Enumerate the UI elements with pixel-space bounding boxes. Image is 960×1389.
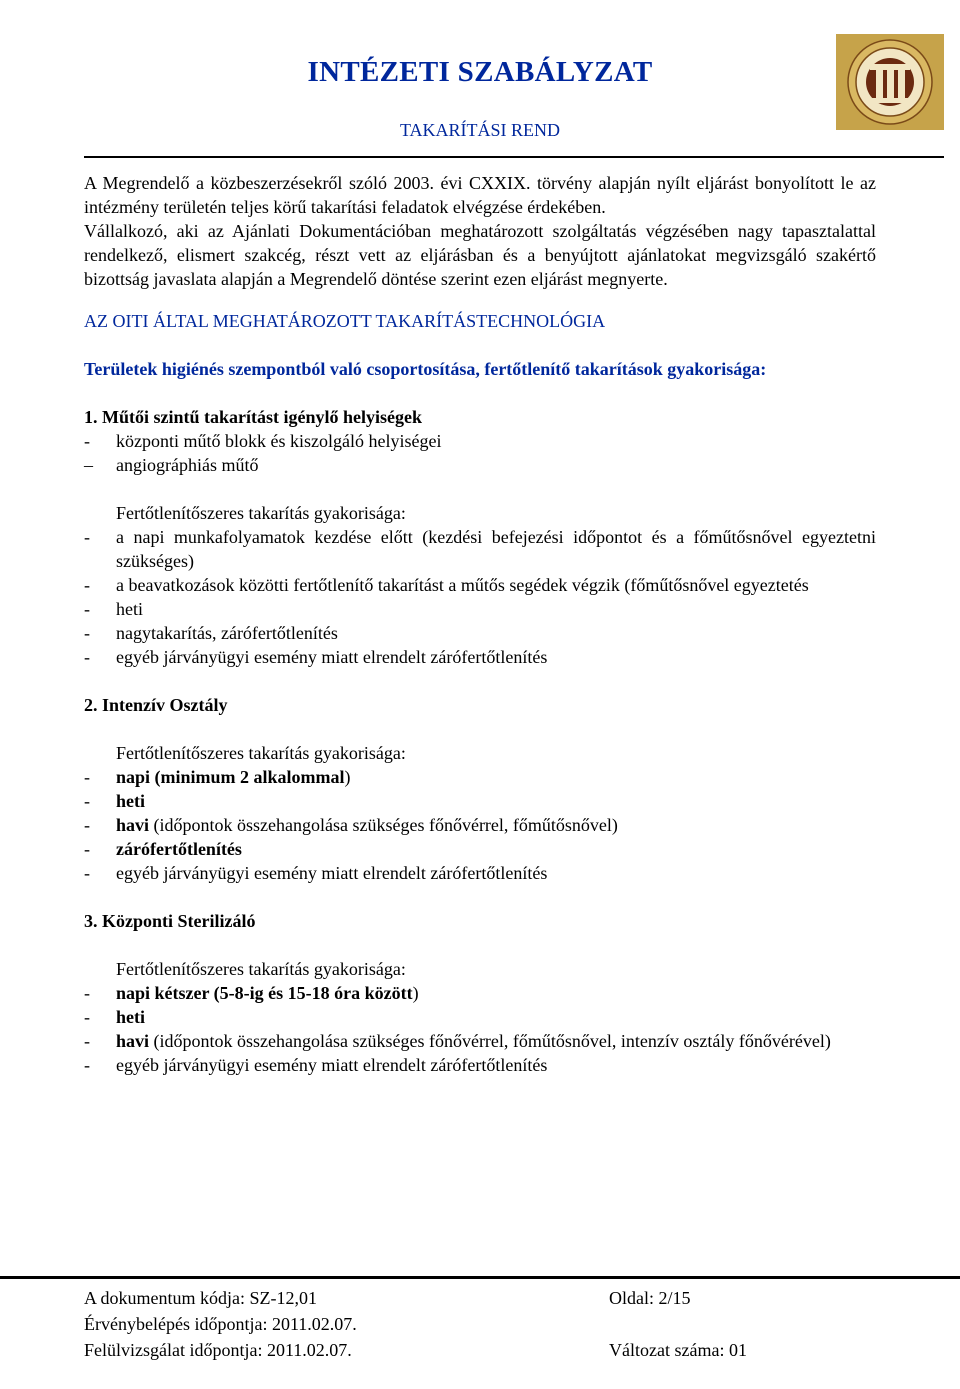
dash-bullet: - [84,815,90,835]
list-item: - egyéb járványügyi esemény miatt elrendelt zárófertőtlenítés [84,863,548,883]
item-3-title [84,909,876,933]
dash-bullet: - [84,863,90,883]
dash-bullet: - [84,839,90,859]
list-item: - központi műtő blokk és kiszolgáló helyiségei [84,431,442,451]
institute-logo [836,34,944,130]
dash-bullet: - [84,599,90,619]
list-item: - zárófertőtlenítés [84,839,242,859]
intro-paragraph-2: Vállalkozó, aki az Ajánlati Dokumentációban meghatározott szolgáltatás végzésében nagy tapasztalattal rendelkező, elismert szakcég, részt vett az eljárásban és a benyújtott ajánlatokat megvizsgáló szakértő bizottság javaslata alapján a Megrendelő döntése szerint ezen eljárást megnyerte. [84,221,876,289]
frequency-list [84,765,876,885]
item-2-title [84,693,876,717]
document-footer [84,1286,884,1364]
document-subtitle: TAKARÍTÁSI REND [399,120,561,140]
dash-bullet: - [84,1007,90,1027]
list-item: - napi kétszer (5-8-ig és 15-18 óra között) [84,983,419,1003]
dash-bullet: - [84,647,90,667]
effective-date: Érvénybelépés időpontja: 2011.02.07. [84,1314,357,1334]
frequency-list [84,981,876,1077]
item-number: 1. [84,407,98,427]
section-subheading: Területek higiénés szempontból való csoportosítása, fertőtlenítő takarítások gyakorisága: [84,359,767,379]
list-item: – angiográphiás műtő [84,455,259,475]
frequency-label: Fertőtlenítőszeres takarítás gyakorisága: [116,959,406,979]
dash-bullet: - [84,527,90,547]
intro-paragraph-1: A Megrendelő a közbeszerzésekről szóló 2003. évi CXXIX. törvény alapján nyílt eljárást bonyolított le az intézmény területén teljes körű takarítási feladatok elvégzése érdekében. [84,173,876,217]
item-number: 3. [84,911,98,931]
list-item: - a beavatkozások közötti fertőtlenítő takarítást a műtős segédek végzik (főműtősnővel egyeztetés [84,575,809,595]
list-item: - nagytakarítás, zárófertőtlenítés [84,623,338,643]
item-name: Műtői szintű takarítást igénylő helyiségek [102,407,422,427]
list-item: - heti [84,599,143,619]
list-item: - egyéb járványügyi esemény miatt elrendelt zárófertőtlenítés [84,1055,548,1075]
list-item: - a napi munkafolyamatok kezdése előtt (kezdési befejezési időpontot és a főműtősnővel egyeztetni szükséges) [84,527,876,571]
version-number: Változat száma: 01 [609,1340,747,1360]
dash-bullet: – [84,455,93,475]
section-heading: AZ OITI ÁLTAL MEGHATÁROZOTT TAKARÍTÁSTECHNOLÓGIA [84,311,606,331]
dash-bullet: - [84,1031,90,1051]
list-item: - havi (időpontok összehangolása szükséges főnővérrel, főműtősnővel, intenzív osztály főnővérével) [84,1031,831,1051]
document-title: INTÉZETI SZABÁLYZAT [307,56,653,88]
dash-bullet: - [84,791,90,811]
footer-divider [0,1276,960,1279]
item-name: Intenzív Osztály [102,695,228,715]
dash-bullet: - [84,767,90,787]
page-number: Oldal: 2/15 [609,1288,691,1308]
list-item: - heti [84,791,145,811]
frequency-list [84,525,876,669]
item-1-title [84,405,876,429]
frequency-label: Fertőtlenítőszeres takarítás gyakorisága: [116,743,406,763]
item-name: Központi Sterilizáló [102,911,256,931]
area-list [84,429,876,477]
list-item: - heti [84,1007,145,1027]
review-date: Felülvizsgálat időpontja: 2011.02.07. [84,1340,352,1360]
document-code: A dokumentum kódja: SZ-12,01 [84,1288,317,1308]
item-number: 2. [84,695,98,715]
dash-bullet: - [84,983,90,1003]
list-item: - napi (minimum 2 alkalommal) [84,767,351,787]
document-body [84,171,876,1077]
list-item: - havi (időpontok összehangolása szükséges főnővérrel, főműtősnővel) [84,815,618,835]
dash-bullet: - [84,623,90,643]
list-item: - egyéb járványügyi esemény miatt elrendelt zárófertőtlenítés [84,647,548,667]
frequency-label: Fertőtlenítőszeres takarítás gyakorisága: [116,503,406,523]
dash-bullet: - [84,1055,90,1075]
header-divider [84,156,944,158]
dash-bullet: - [84,575,90,595]
dash-bullet: - [84,431,90,451]
